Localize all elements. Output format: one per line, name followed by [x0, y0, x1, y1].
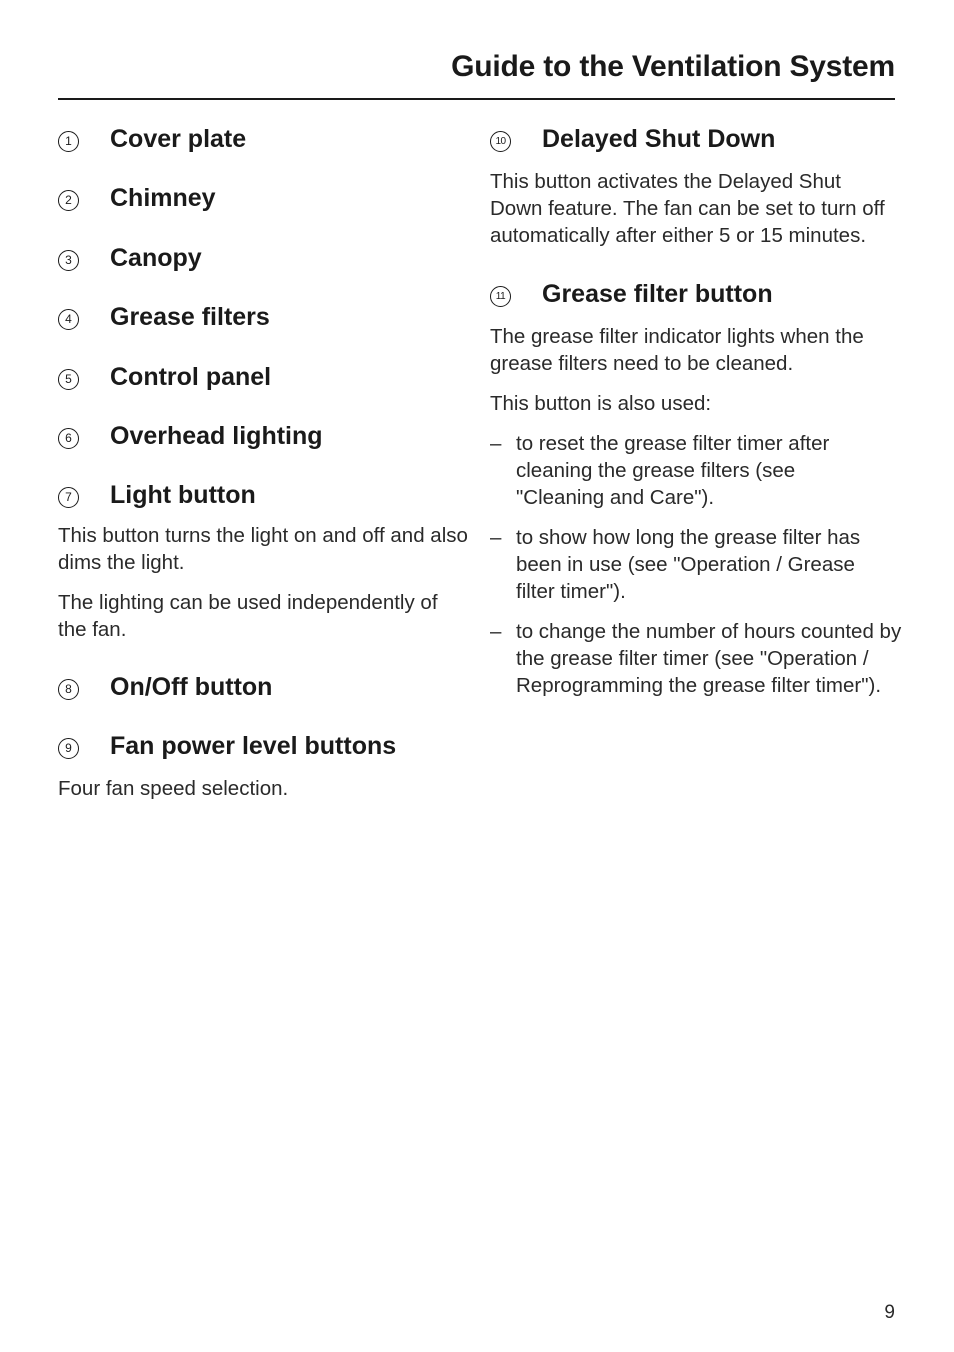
item-number-2: 2	[58, 190, 79, 211]
grease-filter-description: The grease filter indicator lights when the grease filters need to be cleaned.	[490, 325, 864, 375]
item-number-1: 1	[58, 131, 79, 152]
light-button-note: The lighting can be used independently of the fan.	[58, 591, 438, 641]
dash-bullet: –	[490, 432, 502, 455]
fan-power-description: Four fan speed selection.	[58, 777, 289, 800]
item-heading-control-panel: Control panel	[110, 363, 272, 391]
item-grease-filter-button	[490, 275, 900, 315]
light-button-description: This button turns the light on and off and also dims the light.	[58, 524, 468, 574]
page-number: 9	[884, 1302, 895, 1323]
item-heading-grease-filter-button: Grease filter button	[542, 280, 773, 308]
item-heading-overhead-lighting: Overhead lighting	[110, 422, 323, 450]
grease-filter-usage-intro: This button is also used:	[490, 392, 712, 415]
item-canopy	[58, 239, 468, 279]
page-title: Guide to the Ventilation System	[451, 50, 895, 83]
dash-bullet: –	[490, 620, 502, 643]
delayed-shut-down-description: This button activates the Delayed Shut Down feature. The fan can be set to turn off automatically after either 5 or 15 minutes.	[490, 170, 885, 247]
list-item-text: to change the number of hours counted by the grease filter timer (see "Operation / Reprogramming the grease filter timer").	[516, 620, 902, 697]
item-delayed-shut-down	[490, 120, 900, 160]
item-heading-grease-filters: Grease filters	[110, 303, 270, 331]
item-heading-cover-plate: Cover plate	[110, 125, 247, 153]
item-control-panel	[58, 358, 468, 398]
list-item	[490, 430, 876, 511]
item-fan-power-level-buttons	[58, 727, 468, 767]
item-number-6: 6	[58, 428, 79, 449]
item-light-button	[58, 476, 468, 516]
list-item-text: to reset the grease filter timer after cleaning the grease filters (see "Cleaning and Care").	[516, 432, 830, 509]
header-rule	[58, 98, 895, 100]
item-number-8: 8	[58, 679, 79, 700]
item-number-5: 5	[58, 369, 79, 390]
item-heading-chimney: Chimney	[110, 184, 216, 212]
item-heading-canopy: Canopy	[110, 244, 202, 272]
item-on-off-button	[58, 668, 468, 708]
dash-bullet: –	[490, 526, 502, 549]
item-number-9: 9	[58, 738, 79, 759]
item-number-3: 3	[58, 250, 79, 271]
left-column	[58, 120, 468, 802]
item-number-7: 7	[58, 487, 79, 508]
item-chimney	[58, 179, 468, 219]
item-heading-delayed-shut-down: Delayed Shut Down	[542, 125, 776, 153]
item-number-11: 11	[490, 286, 511, 307]
item-number-4: 4	[58, 309, 79, 330]
item-heading-light-button: Light button	[110, 481, 256, 509]
item-cover-plate	[58, 120, 468, 160]
item-heading-on-off-button: On/Off button	[110, 673, 273, 701]
item-grease-filters	[58, 298, 468, 338]
item-number-10: 10	[490, 131, 511, 152]
list-item-text: to show how long the grease filter has been in use (see "Operation / Grease filter timer").	[516, 526, 861, 603]
item-heading-fan-power-level-buttons: Fan power level buttons	[110, 732, 397, 760]
list-item	[490, 618, 921, 699]
item-overhead-lighting	[58, 417, 468, 457]
list-item	[490, 524, 888, 605]
right-column	[490, 120, 900, 699]
